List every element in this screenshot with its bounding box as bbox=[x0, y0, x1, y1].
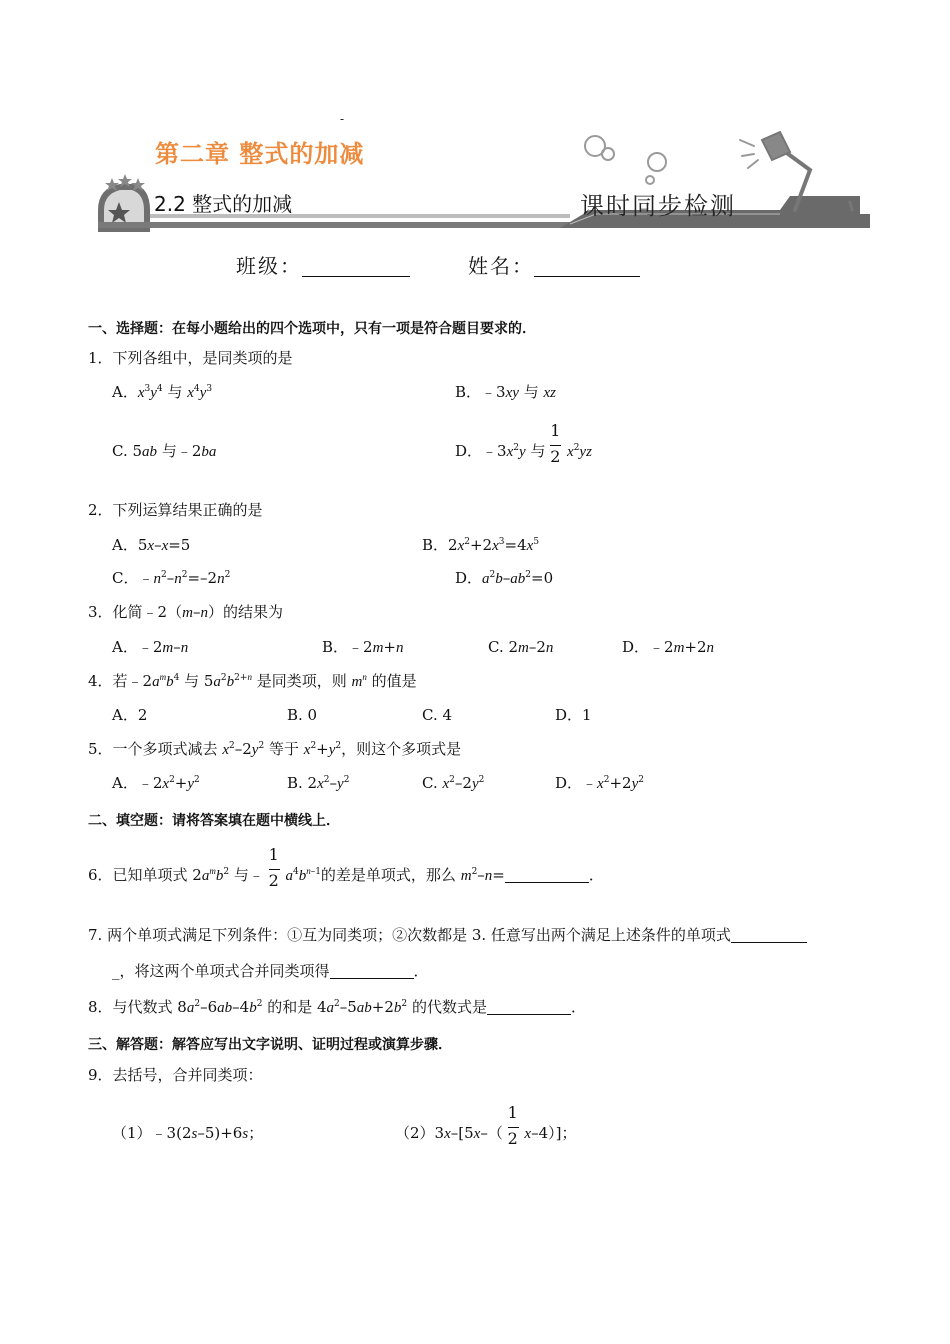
section-title: 2.2 整式的加减 bbox=[154, 192, 293, 216]
q3-option-a[interactable]: A．﹣2m–n bbox=[112, 638, 189, 656]
q9-part-1: （1）﹣3(2s–5)+6s； bbox=[112, 1124, 264, 1142]
q2-option-c[interactable]: C．$﹣n^2-n^2=-2n^2$ bbox=[112, 569, 231, 587]
class-label: 班级： bbox=[236, 254, 302, 278]
name-blank[interactable] bbox=[534, 256, 640, 277]
q9-stem: 9．去括号，合并同类项： bbox=[88, 1066, 263, 1084]
brand-title: 课时同步检测 bbox=[580, 192, 736, 220]
q6-fraction: $\frac{1}{2}$ bbox=[268, 845, 279, 890]
section-3-heading: 三、解答题：解答应写出文字说明、证明过程或演算步骤． bbox=[88, 1037, 452, 1053]
q4-option-d[interactable]: D．1 bbox=[555, 706, 592, 724]
q4-option-b[interactable]: B. 0 bbox=[287, 706, 318, 724]
q1-option-d[interactable]: D．$﹣3x^2y$ 与 $\frac{1}{2}$ $x^2yz$ bbox=[455, 421, 592, 466]
q4-option-a[interactable]: A．2 bbox=[112, 706, 148, 724]
q1-option-c[interactable]: C. 5ab 与﹣2ba bbox=[112, 442, 217, 460]
q3-option-c[interactable]: C. 2m–2n bbox=[488, 638, 554, 656]
class-blank[interactable] bbox=[302, 256, 410, 277]
section-1-heading: 一、选择题：在每小题给出的四个选项中，只有一项是符合题目要求的． bbox=[88, 321, 536, 337]
q6-stem: 6．已知单项式 $2a^mb^2$ 与﹣ $\frac{1}{2}$ $a^4b^{n-1}$的差是单项式，那么 $m^2-n=$ ． bbox=[88, 845, 604, 890]
chapter-title: 第二章 整式的加减 bbox=[155, 140, 365, 168]
name-field[interactable] bbox=[468, 250, 640, 279]
q4-option-c[interactable]: C. 4 bbox=[422, 706, 453, 724]
q9-fraction: $\frac{1}{2}$ bbox=[507, 1103, 518, 1148]
q4-stem: 4．若$﹣2a^mb^4$ 与 $5a^2b^{2+n}$ 是同类项，则 $m^n$ 的值是 bbox=[88, 672, 417, 690]
q5-stem: 5．一个多项式减去 $x^2-2y^2$ 等于 $x^2+y^2$，则这个多项式是 bbox=[88, 740, 462, 758]
header-banner bbox=[90, 110, 870, 240]
q7-line2: _，将这两个单项式合并同类项得 ． bbox=[112, 962, 429, 980]
q7-answer-blank-2[interactable] bbox=[330, 964, 414, 979]
q2-option-d[interactable]: D．$a^2b-ab^2=0$ bbox=[455, 569, 554, 587]
q1-option-a[interactable]: A．$x^3y^4$ 与 $x^4y^3$ bbox=[112, 383, 213, 401]
q5-option-b[interactable]: B. $2x^2-y^2$ bbox=[287, 774, 350, 792]
q5-option-d[interactable]: D．$﹣x^2+2y^2$ bbox=[555, 774, 644, 792]
q2-option-a[interactable]: A．5x–x=5 bbox=[112, 536, 191, 554]
bubbles-icon bbox=[585, 136, 666, 184]
section-2-heading: 二、填空题：请将答案填在题中横线上． bbox=[88, 813, 340, 829]
q1-stem: 1．下列各组中，是同类项的是 bbox=[88, 349, 293, 367]
q5-option-a[interactable]: A．$﹣2x^2+y^2$ bbox=[112, 774, 200, 792]
q3-option-d[interactable]: D．﹣2m+2n bbox=[622, 638, 715, 656]
name-label: 姓名： bbox=[468, 254, 534, 278]
class-field[interactable] bbox=[236, 250, 410, 279]
q1-fraction: $\frac{1}{2}$ bbox=[550, 421, 561, 466]
q8-stem: 8．与代数式 $8a^2-6ab-4b^2$ 的和是 $4a^2-5ab+2b^2$ 的代数式是 ． bbox=[88, 998, 586, 1016]
q8-answer-blank[interactable] bbox=[487, 1000, 571, 1015]
header-dash: - bbox=[340, 112, 345, 126]
q5-option-c[interactable]: C. $x^2-2y^2$ bbox=[422, 774, 485, 792]
q2-option-b[interactable]: B．$2x^2+2x^3=4x^5$ bbox=[422, 536, 540, 554]
q1-option-b[interactable]: B．﹣3xy 与 xz bbox=[455, 383, 556, 401]
q3-stem: 3．化简﹣2（m–n）的结果为 bbox=[88, 603, 283, 621]
q3-option-b[interactable]: B．﹣2m+n bbox=[322, 638, 404, 656]
q2-stem: 2．下列运算结果正确的是 bbox=[88, 501, 263, 519]
q7-answer-blank-1[interactable] bbox=[731, 928, 807, 943]
q6-answer-blank[interactable] bbox=[505, 868, 589, 883]
q7-line1: 7. 两个单项式满足下列条件：①互为同类项；②次数都是 3. 任意写出两个满足上述条件的单项式 bbox=[88, 928, 807, 943]
q9-part-2: （2）3x–[5x–（ $\frac{1}{2}$ x–4）]； bbox=[395, 1103, 577, 1148]
